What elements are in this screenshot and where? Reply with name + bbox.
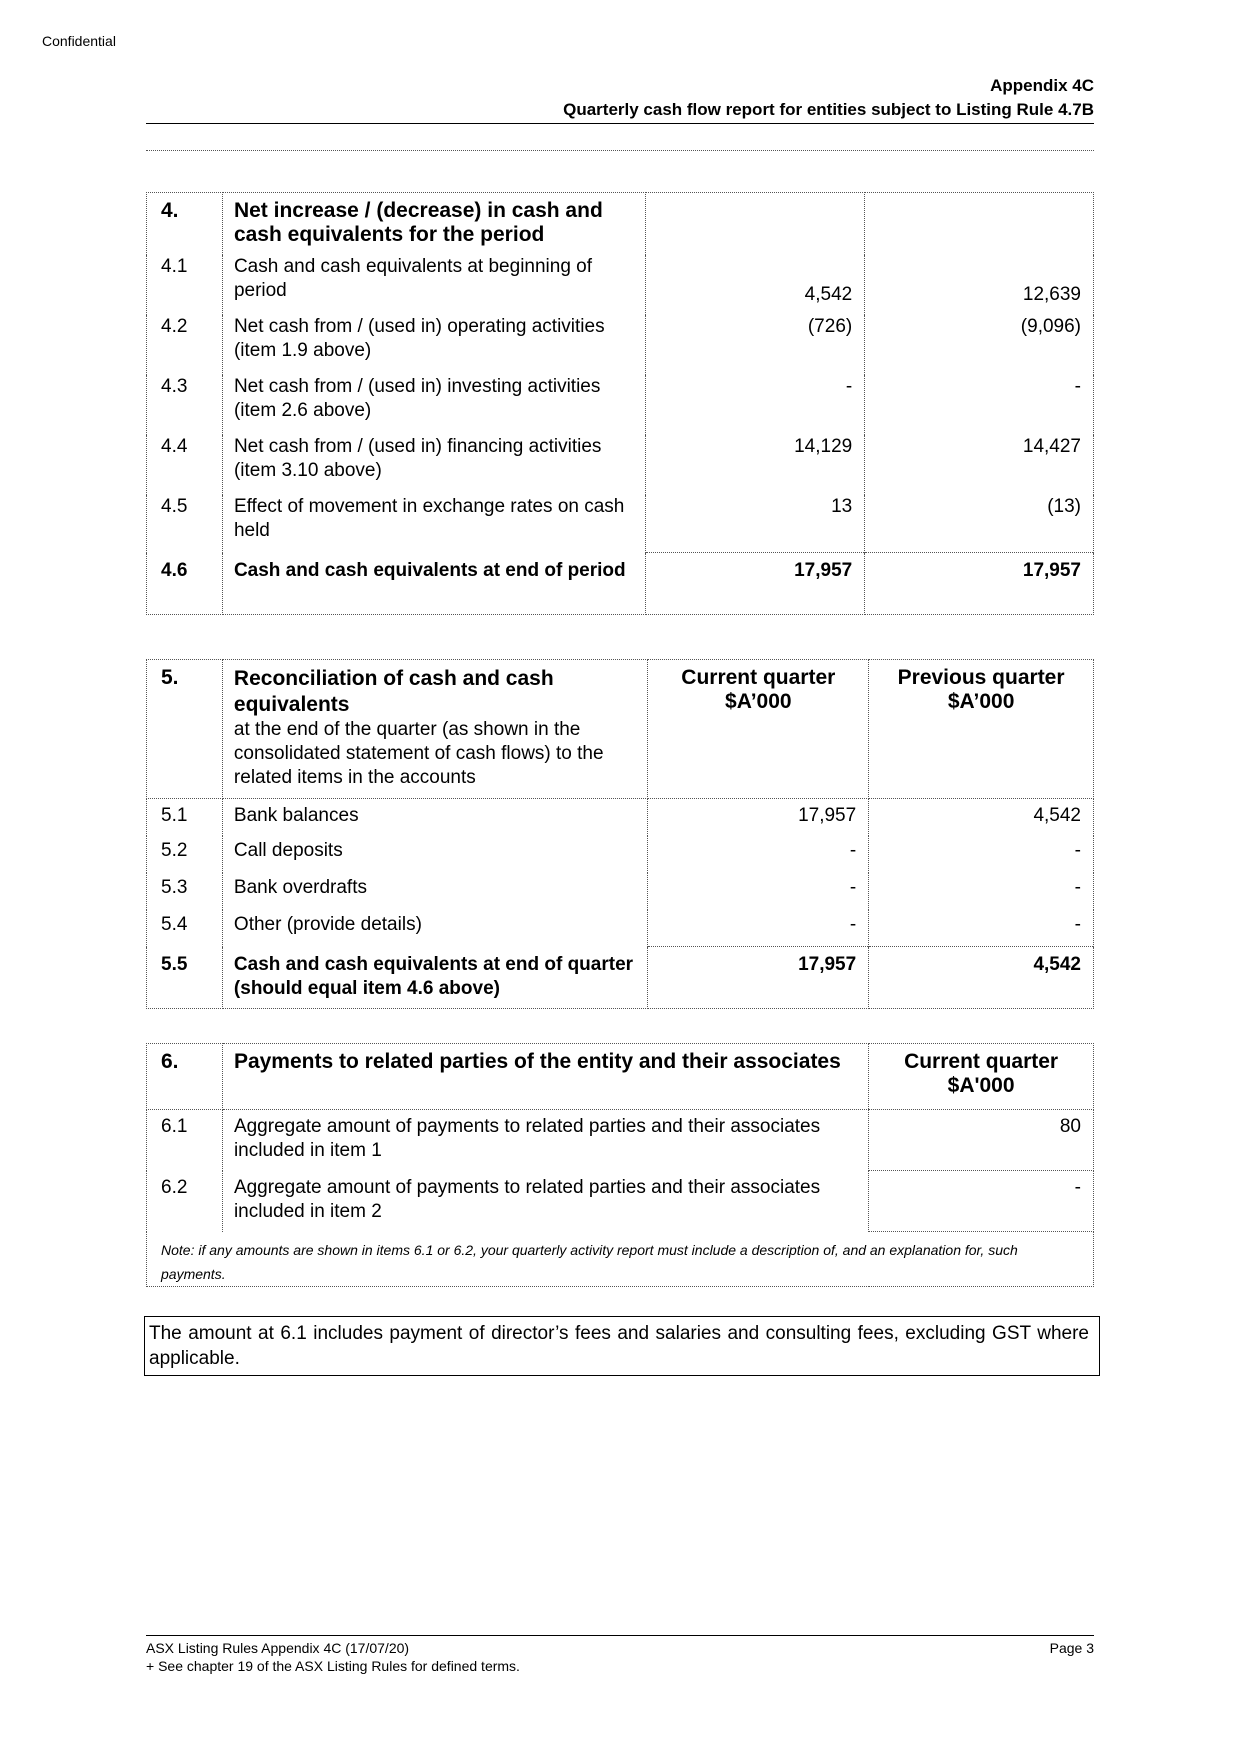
- row-value-current: -: [646, 375, 865, 435]
- row-label: Net cash from / (used in) financing activities (item 3.10 above): [222, 435, 646, 495]
- row-number: 5.2: [147, 836, 223, 873]
- section-number: 5.: [147, 660, 223, 799]
- row-number: 6.1: [147, 1110, 223, 1171]
- row-label: Net cash from / (used in) investing activities (item 2.6 above): [222, 375, 646, 435]
- row-value-previous: 4,542: [869, 799, 1094, 836]
- footer-reference: ASX Listing Rules Appendix 4C (17/07/20): [146, 1640, 410, 1656]
- row-label: Net cash from / (used in) operating activities (item 1.9 above): [222, 315, 646, 375]
- row-value-current: 17,957: [646, 553, 865, 615]
- header-subtitle: Quarterly cash flow report for entities subject to Listing Rule 4.7B: [563, 100, 1094, 119]
- section-title: Net increase / (decrease) in cash and cash equivalents for the period: [222, 193, 646, 255]
- row-value-current: -: [869, 1171, 1094, 1232]
- row-number: 4.1: [147, 255, 223, 315]
- row-value-previous: -: [869, 910, 1094, 947]
- row-value-previous: 4,542: [869, 947, 1094, 1009]
- row-number: 4.4: [147, 435, 223, 495]
- header-rule: [146, 123, 1094, 124]
- footer-note: + See chapter 19 of the ASX Listing Rules for defined terms.: [146, 1658, 520, 1674]
- row-number: 5.1: [147, 799, 223, 836]
- row-label: Bank balances: [222, 799, 647, 836]
- row-value-current: 4,542: [646, 255, 865, 315]
- confidential-label: Confidential: [42, 33, 116, 49]
- row-number: 5.4: [147, 910, 223, 947]
- section-note: Note: if any amounts are shown in items 6.1 or 6.2, your quarterly activity report must include a description of, and an explanation for, such payments.: [147, 1232, 1094, 1287]
- total-row: [147, 553, 1094, 615]
- section-6-table: [146, 1043, 1094, 1287]
- section-number: 6.: [147, 1044, 223, 1110]
- row-value-current: 17,957: [648, 799, 869, 836]
- column-header-current: Current quarter $A’000: [648, 660, 869, 799]
- row-value-current: -: [648, 873, 869, 910]
- column-header-previous: Previous quarter $A’000: [869, 660, 1094, 799]
- row-label: Effect of movement in exchange rates on cash held: [222, 495, 646, 553]
- footer-rule: [146, 1635, 1094, 1636]
- row-value-ytd: -: [865, 375, 1094, 435]
- table-row: [147, 375, 1094, 435]
- table-row: [147, 799, 1094, 836]
- row-value-ytd: (9,096): [865, 315, 1094, 375]
- section-title: Payments to related parties of the entity and their associates: [222, 1044, 868, 1110]
- table-row: [147, 836, 1094, 873]
- row-value-current: 13: [646, 495, 865, 553]
- row-label: Aggregate amount of payments to related parties and their associates included in item 1: [233, 1116, 821, 1161]
- row-number: 5.5: [147, 947, 223, 1009]
- row-value-ytd: 14,427: [865, 435, 1094, 495]
- row-value-ytd: (13): [865, 495, 1094, 553]
- table-row: [147, 435, 1094, 495]
- row-value-current: 80: [869, 1110, 1094, 1171]
- header-dotted-rule: [146, 150, 1094, 151]
- section-4-table: [146, 192, 1094, 615]
- row-label: Cash and cash equivalents at end of period: [222, 553, 646, 615]
- row-label: Cash and cash equivalents at end of quarter (should equal item 4.6 above): [222, 947, 647, 1009]
- row-value-previous: -: [869, 836, 1094, 873]
- section-title: Reconciliation of cash and cash equivalents: [233, 667, 554, 716]
- row-label: Bank overdrafts: [222, 873, 647, 910]
- row-number: 6.2: [147, 1171, 223, 1232]
- row-label: Other (provide details): [222, 910, 647, 947]
- total-row: [147, 947, 1094, 1009]
- table-row: [147, 255, 1094, 315]
- row-number: 5.3: [147, 873, 223, 910]
- row-value-current: -: [648, 910, 869, 947]
- row-value-ytd: 12,639: [865, 255, 1094, 315]
- row-label: Aggregate amount of payments to related parties and their associates included in item 2: [233, 1176, 821, 1222]
- section-number: 4.: [147, 193, 223, 255]
- row-number: 4.5: [147, 495, 223, 553]
- table-row: [147, 873, 1094, 910]
- row-value-previous: -: [869, 873, 1094, 910]
- section-5-table: [146, 659, 1094, 1009]
- explanation-box: The amount at 6.1 includes payment of director’s fees and salaries and consulting fees, excluding GST where applicable.: [144, 1316, 1100, 1376]
- row-label: Call deposits: [222, 836, 647, 873]
- row-value-current: 14,129: [646, 435, 865, 495]
- table-row: [147, 1110, 1094, 1171]
- row-number: 4.3: [147, 375, 223, 435]
- row-number: 4.2: [147, 315, 223, 375]
- row-value-current: (726): [646, 315, 865, 375]
- row-value-current: 17,957: [648, 947, 869, 1009]
- table-row: [147, 495, 1094, 553]
- table-row: [147, 1171, 1094, 1232]
- table-row: [147, 315, 1094, 375]
- row-number: 4.6: [147, 553, 223, 615]
- column-header-current: Current quarter $A'000: [869, 1044, 1094, 1110]
- row-value-current: -: [648, 836, 869, 873]
- page-number: Page 3: [1049, 1640, 1094, 1656]
- table-row: [147, 910, 1094, 947]
- header-title: Appendix 4C: [990, 76, 1094, 95]
- row-label: Cash and cash equivalents at beginning of period: [222, 255, 646, 315]
- section-subtitle: at the end of the quarter (as shown in the consolidated statement of cash flows) to the related items in the accounts: [233, 719, 604, 788]
- row-value-ytd: 17,957: [865, 553, 1094, 615]
